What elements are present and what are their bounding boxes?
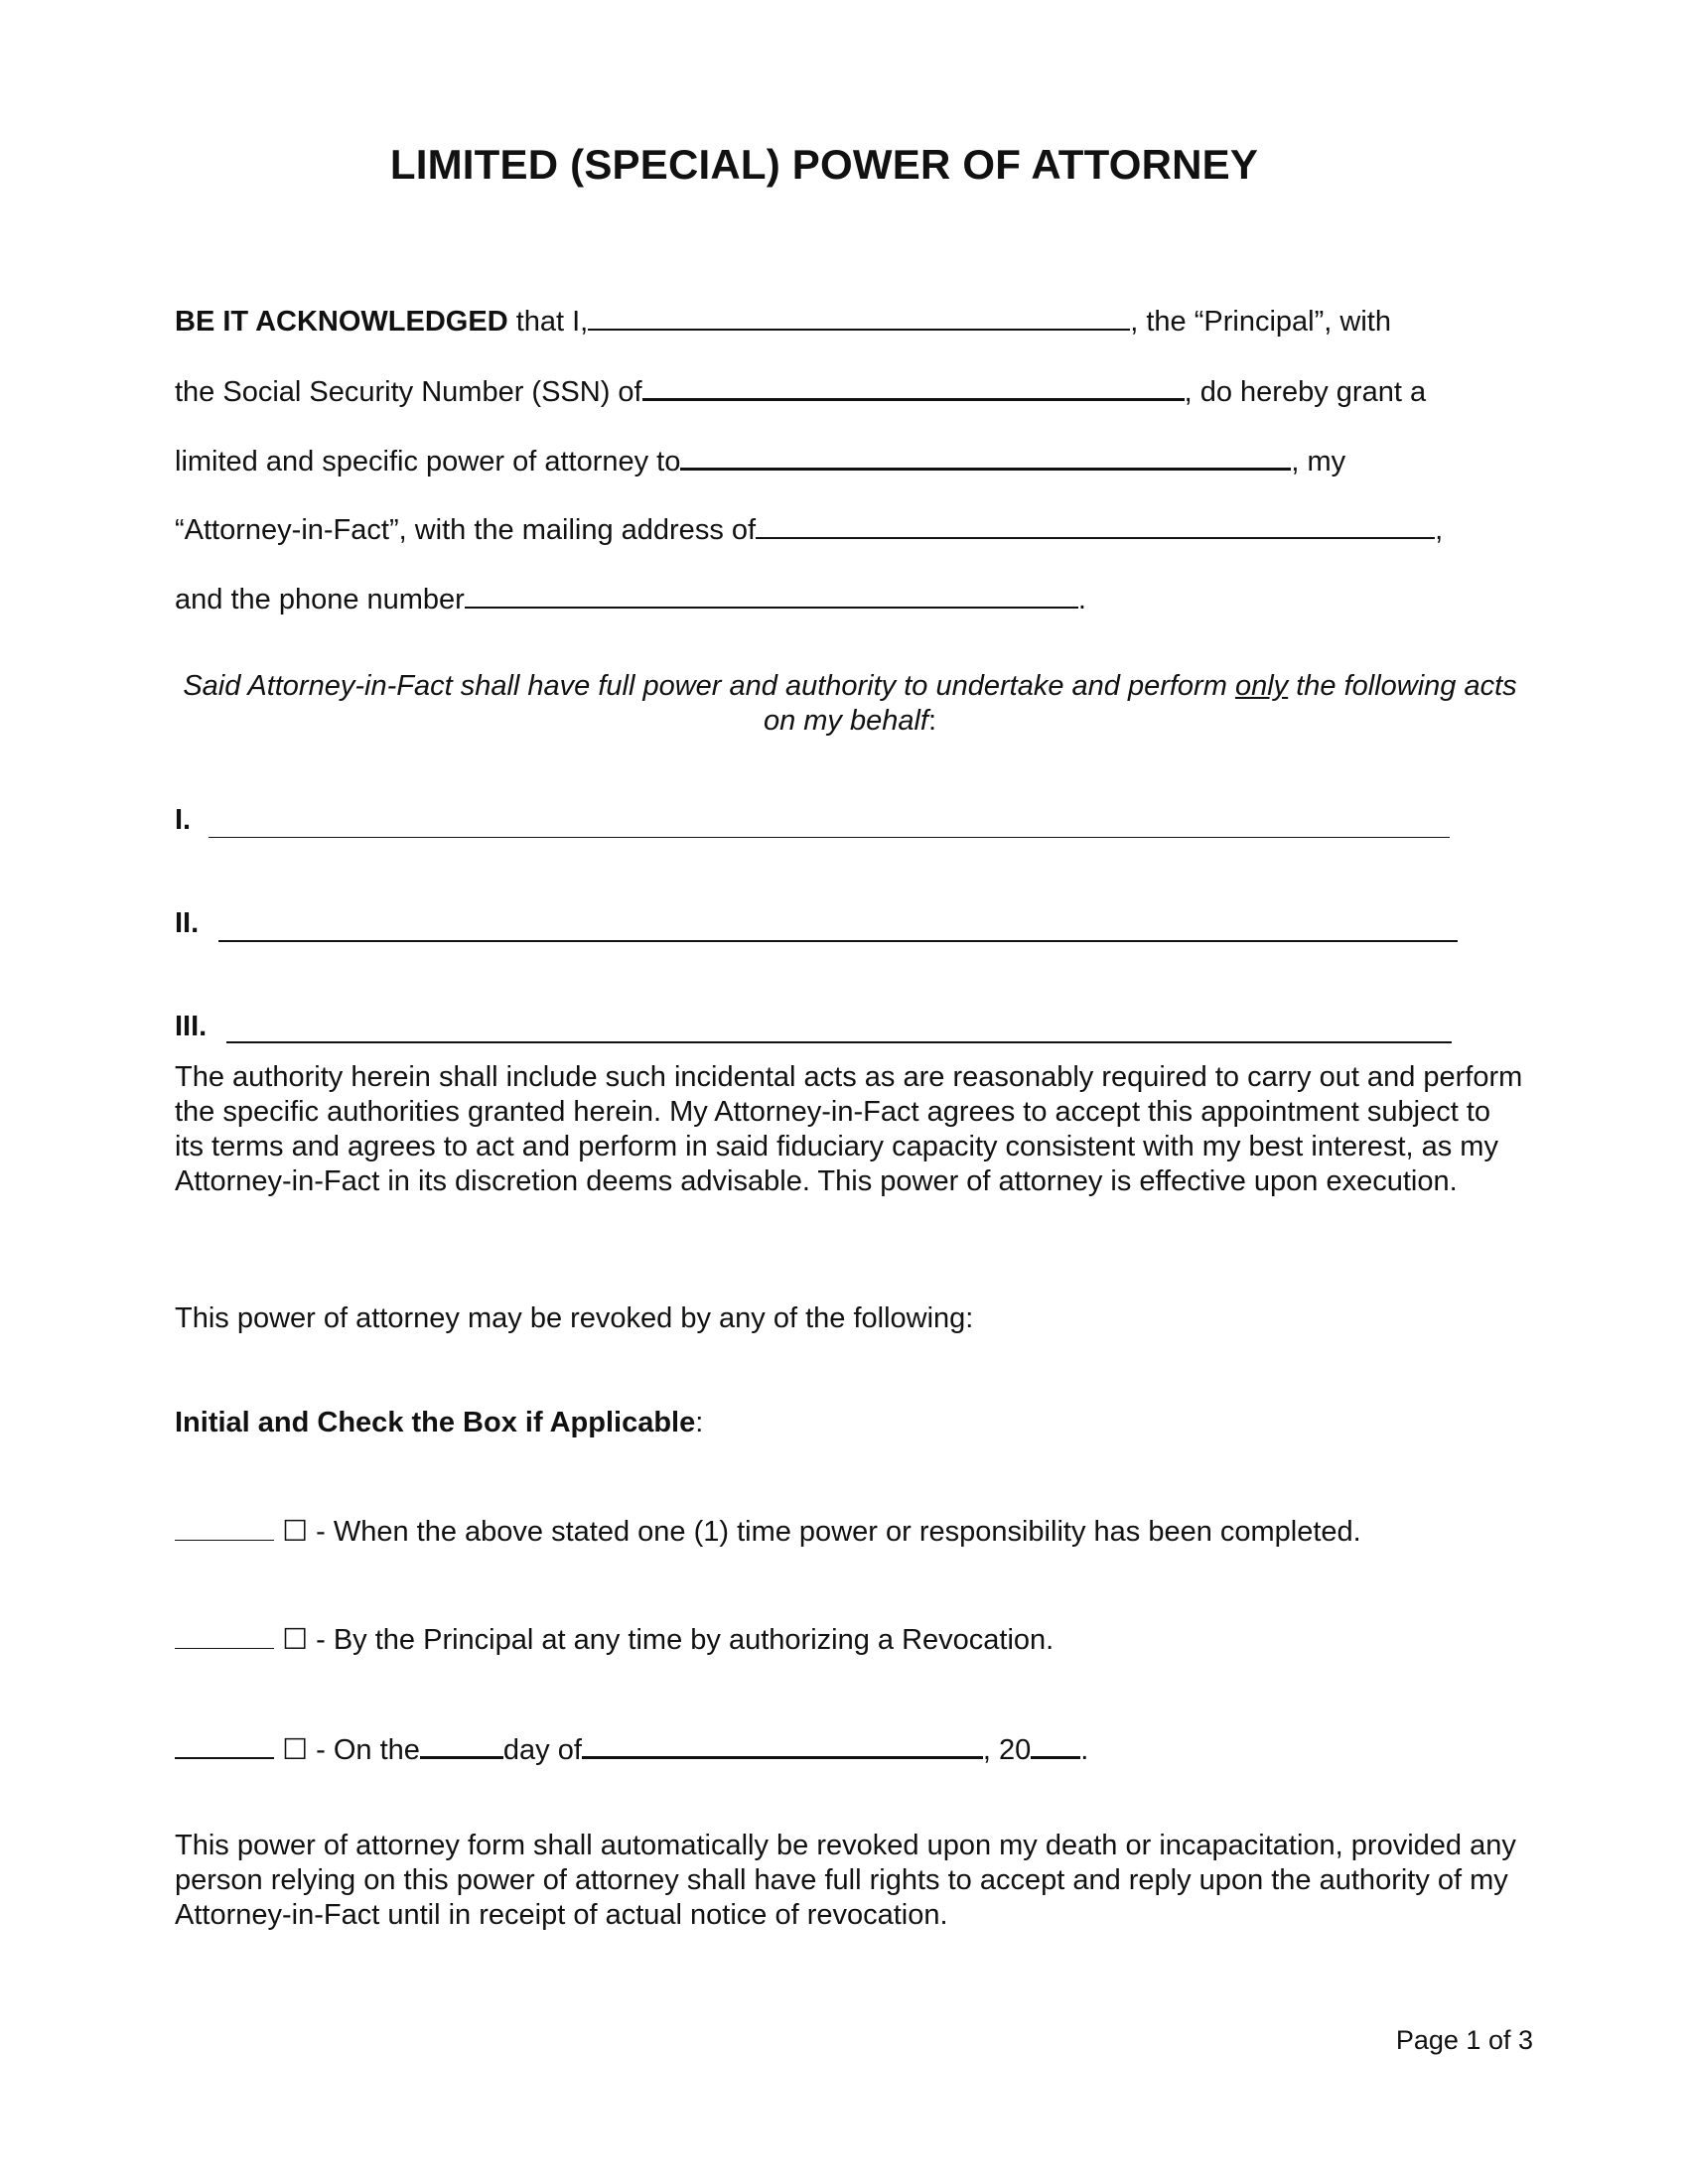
revocation-intro: This power of attorney may be revoked by any of the following: [175,1302,974,1334]
intro-tail-2: , do hereby grant a [1184,376,1427,408]
initial-field-1[interactable] [175,1511,274,1541]
option-3-text-a: - On the [308,1734,420,1766]
initial-heading-colon: : [695,1407,704,1438]
act-label-3: III. [175,1011,208,1042]
phone-number-field[interactable] [465,578,1078,609]
initial-field-3[interactable] [175,1728,274,1759]
checkbox-1[interactable]: ☐ [282,1516,309,1548]
intro-text-1: that I, [507,306,589,338]
month-field[interactable] [582,1727,983,1759]
act-field-1[interactable] [209,837,1450,838]
revocation-option-3 [175,1727,1088,1770]
revocation-option-2 [175,1619,1054,1660]
initial-heading-line [175,1403,703,1442]
intro-tail-5: . [1077,584,1086,615]
option-1-text: - When the above stated one (1) time power or responsibility has been completed. [308,1516,1361,1548]
auto-revoke-paragraph: This power of attorney form shall automatically be revoked upon my death or incapacitation, provided any person relying on this power of attorney shall have full rights to accept and reply upon the authority of my Attorney-in-Fact until in receipt of actual notice of revocation. [175,1830,1516,1931]
act-field-3[interactable] [226,1041,1452,1043]
option-3-text-b: day of [502,1734,582,1766]
intro-line-3 [175,439,1345,481]
act-field-2[interactable] [218,940,1458,942]
acts-intro-text-2: the following acts on my behalf [763,670,1517,737]
initial-field-2[interactable] [175,1619,274,1649]
acts-intro [175,669,1525,739]
act-label-2: II. [175,907,200,939]
intro-tail-4: , [1435,514,1444,546]
revocation-option-1 [175,1511,1361,1552]
intro-text-2: the Social Security Number (SSN) of [175,376,642,408]
act-label-1: I. [175,804,192,836]
intro-text-5: and the phone number [175,584,465,615]
acts-intro-only: only [1234,670,1289,702]
intro-text-4: “Attorney-in-Fact”, with the mailing address of [175,514,757,546]
intro-tail-3: , my [1291,446,1346,478]
mailing-address-field[interactable] [756,508,1435,539]
intro-line-4 [175,508,1443,550]
intro-line-5 [175,578,1086,619]
day-field[interactable] [420,1727,503,1759]
checkbox-3[interactable]: ☐ [282,1734,309,1766]
attorney-name-field[interactable] [680,439,1291,471]
initial-heading: Initial and Check the Box if Applicable [175,1407,696,1438]
intro-tail-1: , the “Principal”, with [1130,306,1391,338]
option-3-text-d: . [1080,1734,1089,1766]
acts-intro-text: Said Attorney-in-Fact shall have full power and authority to undertake and perform [183,670,1235,702]
option-3-text-c: , 20 [982,1734,1032,1766]
ssn-field[interactable] [642,369,1185,401]
principal-name-field[interactable] [588,300,1130,331]
acts-intro-colon: : [927,705,937,737]
page-number: Page 1 of 3 [1395,2025,1533,2055]
intro-line-1 [175,300,1391,341]
intro-line-2 [175,369,1426,412]
option-2-text: - By the Principal at any time by authorizing a Revocation. [308,1624,1055,1656]
intro-text-3: limited and specific power of attorney to [175,446,681,478]
acknowledged-label: BE IT ACKNOWLEDGED [175,306,508,338]
authority-paragraph: The authority herein shall include such incidental acts as are reasonably required to carry out and perform the specific authorities granted herein. My Attorney-in-Fact agrees to accept this appointment subject to its terms and agrees to act and perform in said fiduciary capacity consistent with my best interest, as my Attorney-in-Fact in its discretion deems advisable. This power of attorney is effective upon execution. [175,1061,1523,1197]
year-field[interactable] [1031,1727,1080,1759]
checkbox-2[interactable]: ☐ [282,1624,309,1656]
document-title: LIMITED (SPECIAL) POWER OF ATTORNEY [389,141,1259,188]
